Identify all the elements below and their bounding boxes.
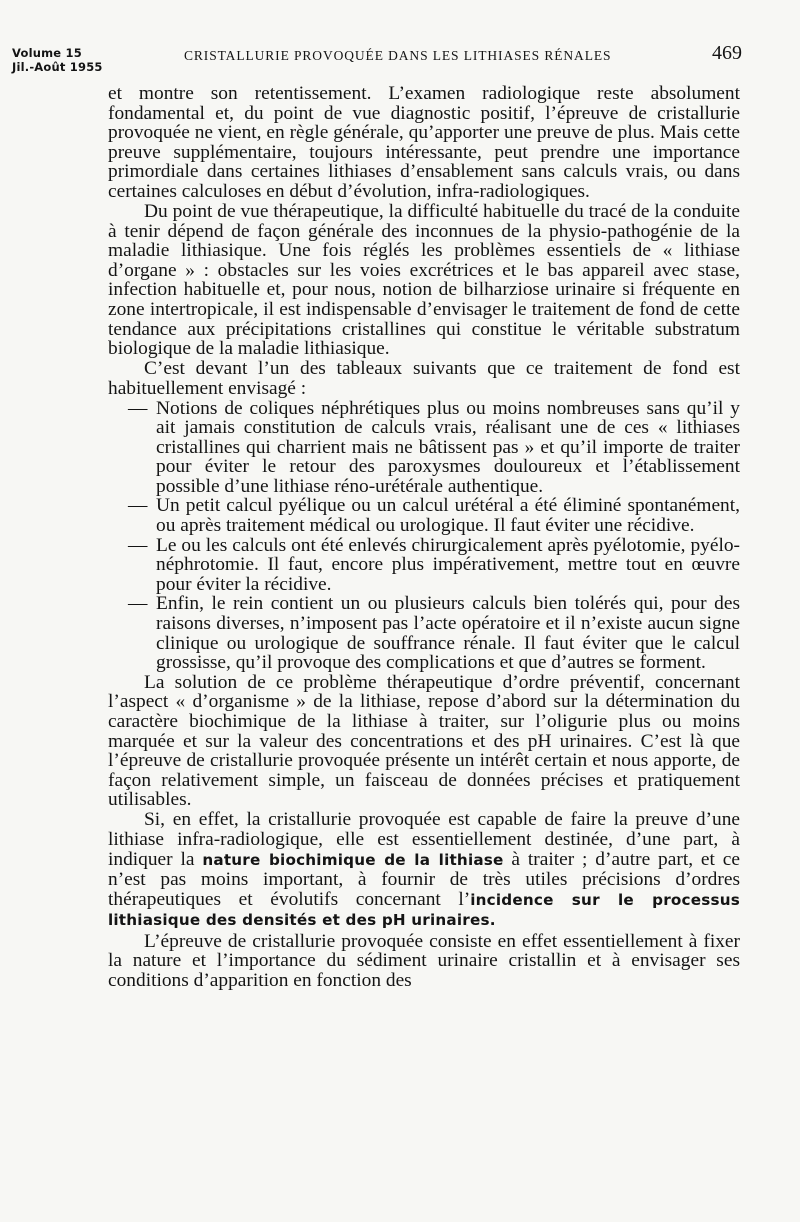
clinical-cases-list	[108, 399, 740, 673]
page-number: 469	[712, 42, 742, 64]
list-item	[108, 594, 740, 672]
paragraph-5-start: Si, en effet, la cristallurie provoquée est capable de faire la preuve d’une lithiase infra-radiologique, elle est essentiellement destinée, d’une part, à indiquer la	[108, 809, 740, 870]
volume-issue	[12, 46, 103, 74]
dash-marker: —	[128, 397, 148, 419]
list-item	[108, 496, 740, 535]
issue-label: Jil.-Août 1955	[12, 60, 103, 74]
paragraph-5	[108, 810, 740, 931]
paragraph-4: La solution de ce problème thérapeutique d’ordre préventif, concernant l’aspect « d’organisme » de la lithiase, repose d’abord sur la détermination du caractère biochimique de la lithiase à traiter, sur l’oligurie plus ou moins marquée et sur la valeur des concentrations et des pH urinaires. C’est là que l’épreuve de cristallurie provoquée présente un intérêt certain et nous apporte, de façon relativement simple, un faisceau de données précises et pratiquement utilisables.	[108, 671, 740, 811]
emphasis-incidence: incidence sur le processus lithiasique des densités et des pH urinaires.	[108, 890, 740, 930]
list-item-text: Enfin, le rein contient un ou plusieurs calculs bien tolérés qui, pour des raisons diverses, n’imposent pas l’acte opératoire et il n’existe aucun signe clinique ou urologique de souffrance rénale. Il faut éviter que le calcul grossisse, qu’il provoque des complications et que d’autres se forment.	[156, 593, 740, 674]
paragraph-1: et montre son retentissement. L’examen radiologique reste absolument fondamental et, du point de vue diagnostic positif, l’épreuve de cristallurie provoquée ne vient, en règle générale, qu’apporter une preuve de plus. Mais cette preuve supplémentaire, toujours intéressante, peut prendre une importance primordiale dans certaines lithiases d’ensablement sans calculs vrais, ou dans certaines calculoses en début d’évolution, infra-radiologiques.	[108, 83, 740, 202]
paragraph-6: L’épreuve de cristallurie provoquée consiste en effet essentiellement à fixer la nature et l’importance du sédiment urinaire cristallin et à envisager ses conditions d’apparition en fonction des	[108, 930, 740, 991]
paragraph-3: C’est devant l’un des tableaux suivants que ce traitement de fond est habituellement envisagé :	[108, 358, 740, 399]
dash-marker: —	[128, 593, 148, 615]
paragraph-2: Du point de vue thérapeutique, la difficulté habituelle du tracé de la conduite à tenir dépend de façon générale des inconnues de la physio-pathogénie de la maladie lithiasique. Une fois réglés les problèmes essentiels de « lithiase d’organe » : obstacles sur les voies excrétrices et le bas appareil avec stase, infection habituelle et, pour nous, notion de bilharziose urinaire si fréquente en zone intertropicale, il est indispensable d’envisager le traitement de fond de cette tendance aux précipitations cristallines qui constitue le véritable substratum biologique de la maladie lithiasique.	[108, 201, 740, 360]
list-item-text: Le ou les calculs ont été enlevés chirurgicalement après pyélotomie, pyélo-néphrotomie. Il faut, encore plus impérativement, mettre tout en œuvre pour éviter la récidive.	[156, 534, 740, 595]
running-title: CRISTALLURIE PROVOQUÉE DANS LES LITHIASES RÉNALES	[184, 48, 612, 63]
list-item	[108, 399, 740, 497]
paragraph-5-middle: à traiter ; d’autre part, et ce n’est pas moins important, à fournir de très utiles précisions d’ordres thérapeutiques et évolutifs concernant l’	[108, 848, 740, 910]
list-item	[108, 536, 740, 595]
emphasis-nature-biochimique: nature biochimique de la lithiase	[202, 850, 504, 869]
volume-label: Volume 15	[12, 46, 82, 60]
running-head	[6, 42, 750, 82]
list-item-text: Notions de coliques néphrétiques plus ou moins nombreuses sans qu’il y ait jamais constitution de calculs vrais, réalisant une de ces « lithiases cristallines qui charrient mais ne bâtissent pas » et qu’il importe de traiter pour éviter le retour des paroxysmes douloureux et l’établissement possible d’une lithiase réno-urétérale authentique.	[156, 397, 740, 497]
article-body	[108, 84, 740, 990]
list-item-text: Un petit calcul pyélique ou un calcul urétéral a été éliminé spontanément, ou après traitement médical ou urologique. Il faut éviter une récidive.	[156, 495, 740, 537]
dash-marker: —	[128, 495, 148, 517]
dash-marker: —	[128, 534, 148, 556]
